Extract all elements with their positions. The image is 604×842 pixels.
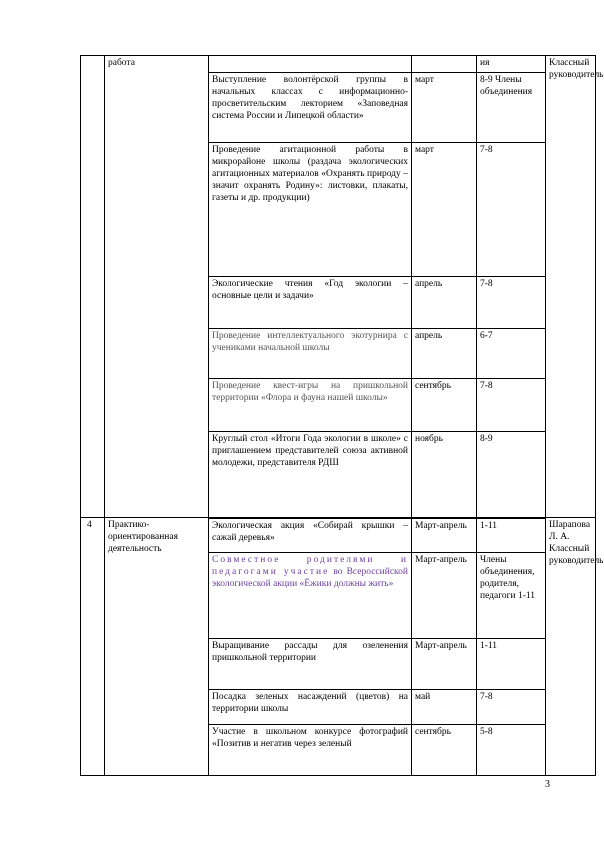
event-participants: 7-8 (477, 143, 546, 277)
event-participants: 1-11 (477, 639, 546, 690)
responsible-cell: Классный руководитель (546, 56, 596, 518)
event-text-part: Совместное родителями и педагогами участие (212, 555, 408, 577)
event-text: Участие в школьном конкурсе фотографий «Позитив и негатив через зеленый (209, 725, 412, 776)
event-participants: 7-8 (477, 690, 546, 725)
event-month: март (412, 73, 477, 143)
section-title: работа (105, 56, 209, 518)
event-month: апрель (412, 329, 477, 379)
event-text-part: во Всероссийской экологической акции «Ёжики должны жить» (212, 567, 409, 589)
event-text (209, 553, 412, 639)
event-month: Март-апрель (412, 518, 477, 553)
event-month: сентябрь (412, 725, 477, 776)
page-number: 3 (545, 779, 550, 790)
event-text: Выступление волонтёрской группы в начальных классах с информационно-просветительским лекторием «Заповедная система России и Липецкой области» (209, 73, 412, 143)
event-text: Экологическая акция «Собирай крышки – сажай деревья» (209, 518, 412, 553)
event-month: сентябрь (412, 379, 477, 432)
event-participants: Члены объединения, родителя, педагоги 1-11 (477, 553, 546, 639)
event-text: Посадка зеленых насаждений (цветов) на территории школы (209, 690, 412, 725)
event-month: Март-апрель (412, 639, 477, 690)
event-participants: 7-8 (477, 379, 546, 432)
event-month: апрель (412, 277, 477, 329)
participants-cell: ия (477, 56, 546, 73)
event-month: Март-апрель (412, 553, 477, 639)
month-cell (412, 56, 477, 73)
event-participants: 1-11 (477, 518, 546, 553)
event-participants: 6-7 (477, 329, 546, 379)
event-text: Экологические чтения «Год экологии – основные цели и задачи» (209, 277, 412, 329)
event-month: март (412, 143, 477, 277)
event-cell (209, 56, 412, 73)
event-participants: 8-9 Члены объединения (477, 73, 546, 143)
table-row (81, 518, 596, 553)
event-text: Круглый стол «Итоги Года экологии в школе» с приглашением представителей союза активной молодежи, представителя РДШ (209, 432, 412, 518)
activity-plan-table (80, 55, 604, 776)
event-text: Проведение квест-игры на пришкольной территории «Флора и фауна нашей школы» (209, 379, 412, 432)
table-row (81, 56, 596, 73)
event-participants: 7-8 (477, 277, 546, 329)
section-number: 4 (81, 518, 105, 776)
event-participants: 8-9 (477, 432, 546, 518)
section-number (81, 56, 105, 518)
event-text: Проведение интеллектуального экотурнира с учениками начальной школы (209, 329, 412, 379)
section-title: Практико-ориентированная деятельность (105, 518, 209, 776)
event-month: май (412, 690, 477, 725)
event-text: Проведение агитационной работы в микрорайоне школы (раздача экологических агитационных материалов «Охранять природу – значит охранять Родину»: листовки, плакаты, газеты и др. продукции) (209, 143, 412, 277)
event-text: Выращивание рассады для озеленения пришкольной территории (209, 639, 412, 690)
event-month: ноябрь (412, 432, 477, 518)
event-participants: 5-8 (477, 725, 546, 776)
responsible-cell: Шарапова Л. А. Классный руководитель (546, 518, 596, 776)
